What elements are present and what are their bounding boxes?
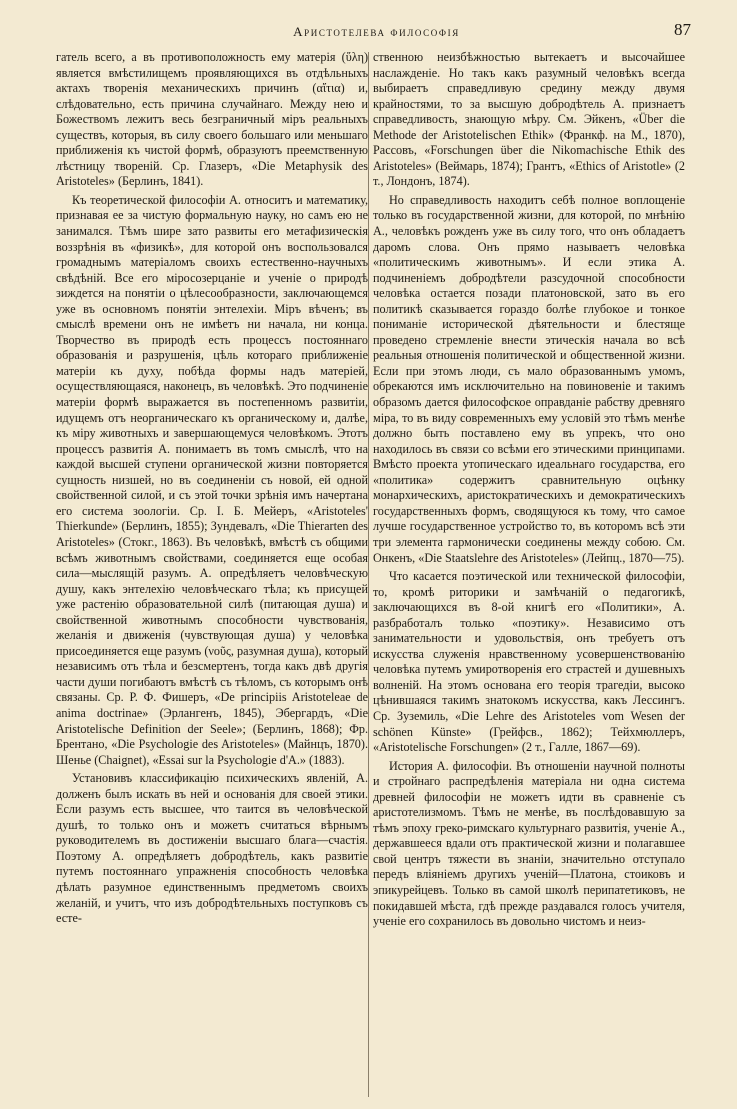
paragraph: Но справедливость находитъ себѣ полное воплощеніе только въ государственной жизни, для которой, по мнѣнію А., человѣкъ рожденъ уже въ силу того, что онъ обладаетъ даромъ слова. Онъ прямо называетъ человѣка «политическимъ животнымъ». И если этика А. подчиненіемъ добродѣтели разсудочной способности человѣка остается позади платоновской, зато въ его политикѣ сказывается гораздо болѣе глубокое и тонкое пониманіе исторической дѣятельности и блестяще проведено стремленіе внести этическія начала во всѣ реальныя отношенія политической и общественной жизни. Если при этомъ люди, съ мало образованнымъ умомъ, обрекаются имъ исключительно на повиновеніе и такимъ образомъ дается философское оправданіе рабству древняго міра, то въ виду современныхъ ему условій это тѣмъ менѣе должно быть поставлено ему въ упрекъ, что оно находилось въ связи со всѣми его этическими принципами. Вмѣсто проекта утопическаго идеальнаго государства, его «политика» содержитъ сравнительную оцѣнку монархическихъ, аристократическихъ и демократическихъ государственныхъ формъ, сводящуюся къ тому, что самое лучше государственное устройство то, въ которомъ всѣ эти три элемента гармонически соединены между собою. См. Онкенъ, «Die Staatslehre des Aristoteles» (Лейпц., 1870—75).: [373, 192, 685, 565]
page-header: [56, 20, 697, 46]
right-column: [373, 50, 685, 933]
left-column: [56, 50, 368, 930]
paragraph: Что касается поэтической или технической философіи, то, кромѣ риторики и замѣчаній о педагогикѣ, заключающихся въ 8-ой книгѣ его «Политики», А. разбработалъ только «поэтику». Независимо отъ занимательности и удовольствія, онъ требуетъ отъ искусства служенія нравственному усовершенствованію человѣка путемъ умиротворенія его страстей и душевныхъ волненій. На этомъ основана его теорія трагедіи, высоко цѣнившаяся такимъ знатокомъ искусства, какъ Лессингъ. Ср. Зуземиль, «Die Lehre des Aristoteles vom Wesen der schönen Künste» (Грейфсв., 1862); Тейхмюллеръ, «Aristotelische Forschungen» (2 т., Галле, 1867—69).: [373, 569, 685, 755]
column-divider: [368, 52, 369, 1097]
paragraph: Къ теоретической философіи А. относитъ и математику, признавая ее за чистую формальную науку, но самъ ею не занимался. Тѣмъ шире зато развиты его метафизическія воззрѣнія въ «физикѣ», для которой онъ воспользовался громаднымъ матеріаломъ своихъ естественно-научныхъ свѣдѣній. Все его міросозерцаніе и ученіе о природѣ зиждется на понятіи о цѣлесообразности, заключающемся уже въ основномъ понятіи энтелехіи. Міръ вѣченъ; въ смыслѣ времени онъ не имѣетъ ни начала, ни конца. Творчество въ природѣ есть процессъ постояннаго образованія и разрушенія, цѣль котораго приближеніе матеріи къ духу, побѣда формы надъ матеріей, осуществляющаяся, наконецъ, въ человѣкѣ. Это подчиненіе матеріи формѣ выражается въ постепенномъ развитіи, идущемъ отъ неорганическаго къ органическому и, далѣе, къ міру животныхъ и завершающемуся человѣкомъ. Этотъ процессъ развитія А. понимаетъ въ томъ смыслѣ, что на каждой высшей ступени органической жизни повторяется сущность низшей, но въ соединеніи съ новой, ей одной свойственной силой, и съ этой точки зрѣнія имъ начертана его система зоологіи. Ср. І. Б. Мейеръ, «Aristoteles' Thierkunde» (Берлинъ, 1855); Зундевалъ, «Die Thierarten des Aristoteles» (Стокг., 1863). Въ человѣкѣ, вмѣстѣ съ общими всѣмъ животнымъ свойствами, соединяется еще особая сила—мыслящій разумъ. А. опредѣляетъ человѣческую душу, какъ энтелехію человѣческаго тѣла; къ присущей уже растенію образовательной силѣ (питающая душа) и свойственной животнымъ способности чувствованія, желанія и движенія (чувствующая душа) у человѣка присоединяется еще разумъ (νοῦς, разумная душа), который независимъ отъ тѣла и безсмертенъ, тогда какъ двѣ другія части души погибаютъ вмѣстѣ съ тѣломъ, съ которымъ онѣ связаны. Ср. Р. Ф. Фишеръ, «De principiis Aristoteleae de anima doctrinae» (Эрлангенъ, 1845), Эбергардъ, «Die Aristotelische Definition der Seele»; (Берлинъ, 1868); Фр. Брентано, «Die Psychologie des Aristoteles» (Майнцъ, 1870). Шенье (Chaignet), «Essai sur la Psychologie d'A.» (1883).: [56, 192, 368, 767]
running-title: Аристотелева философія: [293, 24, 460, 39]
paragraph: Установивъ классификацію психическихъ явленій, А. долженъ былъ искать въ ней и основанія для своей этики. Если разумъ есть высшее, что таится въ человѣческой душѣ, то только онъ и можетъ считаться вѣрнымъ руководителемъ въ достиженіи высшаго блага—счастія. Поэтому А. опредѣляетъ добродѣтель, какъ развитіе путемъ постояннаго упражненія способность человѣка дѣлать разумное единственнымъ предметомъ своихъ желаній, и учитъ, что изъ добродѣтельныхъ поступковъ съ есте-: [56, 771, 368, 926]
paragraph: гатель всего, а въ противоположность ему матерія (ὕλη) является вмѣстилищемъ проявляющихся въ отдѣльныхъ актахъ творенія механическихъ причинъ (αἴτια) и, слѣдовательно, есть причина случайнаго. Между нею и Божествомъ лежитъ весь безграничный міръ реальныхъ существъ, которыя, въ силу своего большаго или меньшаго приближенія къ чистой формѣ, образуютъ преемственную лѣстницу твореній. Ср. Глазеръ, «Die Metaphysik des Aristoteles» (Берлинъ, 1841).: [56, 50, 368, 189]
page-number: 87: [674, 20, 691, 39]
paragraph: История А. философіи. Въ отношеніи научной полноты и стройнаго распредѣленія матеріала ни одна система древней философіи не можетъ идти въ сравненіе съ аристотелизмомъ. Тѣмъ не менѣе, въ послѣдовавшую за тѣмъ эпоху греко-римскаго культурнаго развитія, ученіе А., державшееся вдали отъ практической жизни и полагавшее свой центръ тяжести въ знаніи, значительно отступало передъ вліяніемъ другихъ ученій—Платона, стоиковъ и эпикурейцевъ. Только въ самой школѣ перипатетиковъ, не покидавшей мѣста, гдѣ прежде раздавался голосъ учителя, ученіе его сохранилось въ довольно чистомъ и неиз-: [373, 758, 685, 929]
paragraph: ственною неизбѣжностью вытекаетъ и высочайшее наслажденіе. Но такъ какъ разумный человѣкъ всегда выбираетъ справедливую средину между двумя крайностями, то за высшую добродѣтель А. признаетъ справедливость, знающую мѣру. См. Эйкенъ, «Über die Methode der Aristotelischen Ethik» (Франкф. на М., 1870), Рассовъ, «Forschungen über die Nikomachische Ethik des Aristoteles» (Веймарь, 1874); Грантъ, «Ethics of Aristotle» (2 т., Лондонъ, 1874).: [373, 50, 685, 189]
